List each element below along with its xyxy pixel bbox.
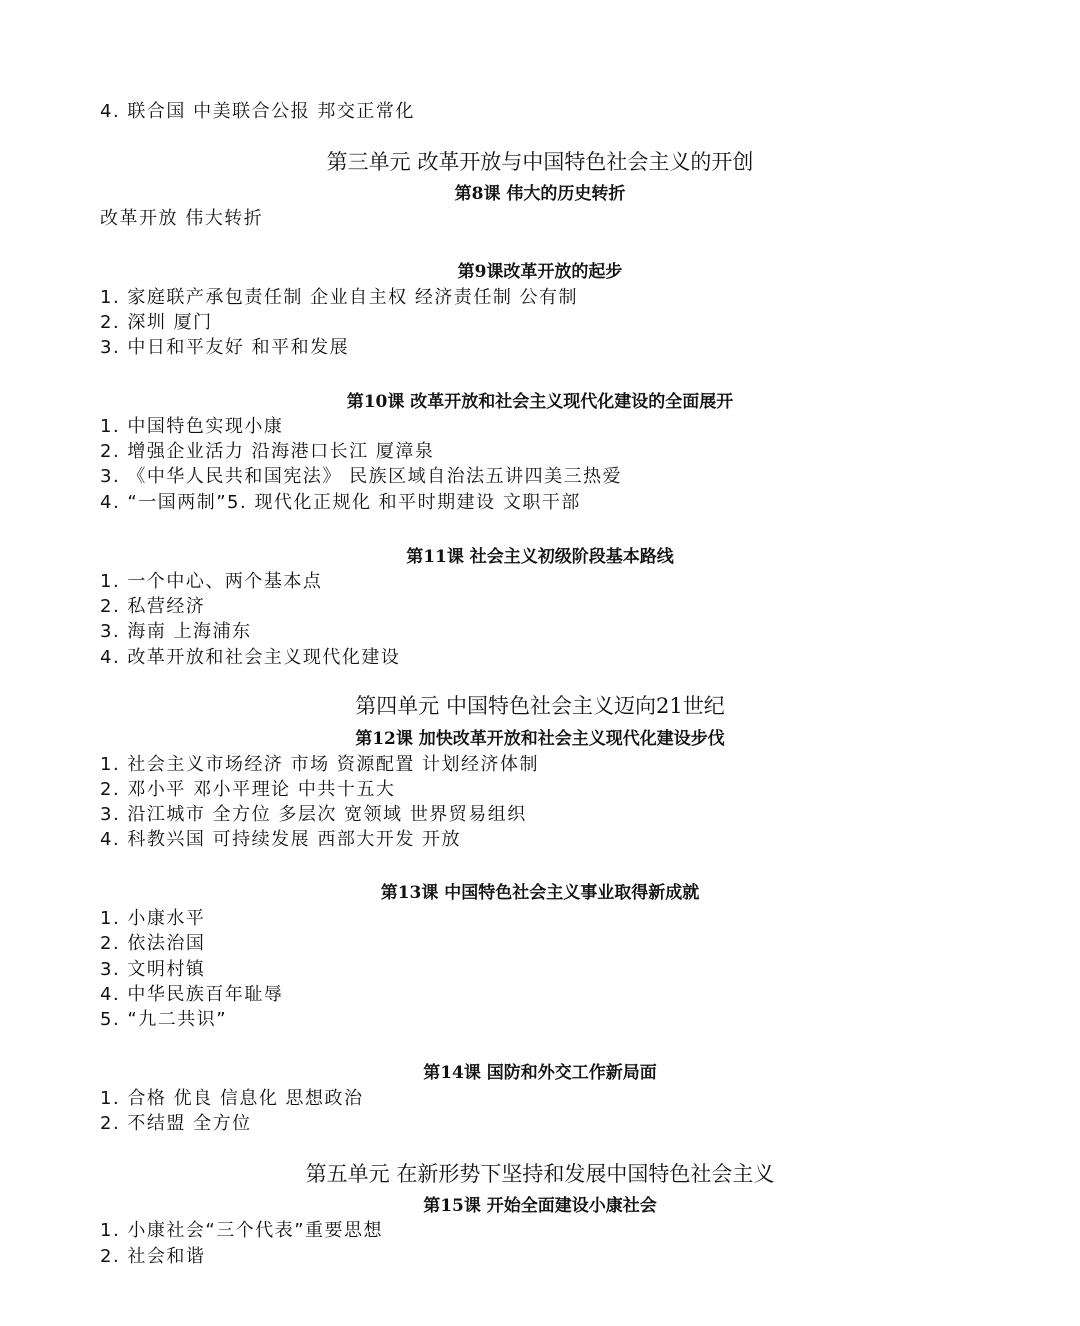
lesson-8-title: 第8课 伟大的历史转折 <box>454 184 626 204</box>
lesson-12-item: 3. 沿江城市 全方位 多层次 宽领域 世界贸易组织 <box>100 804 527 825</box>
lesson-12-item: 4. 科教兴国 可持续发展 西部大开发 开放 <box>100 829 462 850</box>
lesson-15-title: 第15课 开始全面建设小康社会 <box>423 1196 657 1216</box>
lesson-15-item: 2. 社会和谐 <box>100 1246 206 1267</box>
lesson-9-item: 3. 中日和平友好 和平和发展 <box>100 337 350 358</box>
lesson-10-item: 4. “一国两制”5. 现代化正规化 和平时期建设 文职干部 <box>100 492 581 513</box>
lesson-14-item: 1. 合格 优良 信息化 思想政治 <box>100 1088 364 1109</box>
lesson-13-item: 3. 文明村镇 <box>100 959 206 980</box>
lesson-10-item: 3. 《中华人民共和国宪法》 民族区域自治法五讲四美三热爱 <box>100 466 623 487</box>
lesson-13-item: 1. 小康水平 <box>100 908 206 929</box>
lesson-12-item: 1. 社会主义市场经济 市场 资源配置 计划经济体制 <box>100 754 540 775</box>
lesson-11-item: 3. 海南 上海浦东 <box>100 621 252 642</box>
unit-4-title: 第四单元 中国特色社会主义迈向21世纪 <box>355 694 725 718</box>
lesson-10-item: 1. 中国特色实现小康 <box>100 416 284 437</box>
lesson-11-item: 4. 改革开放和社会主义现代化建设 <box>100 647 401 668</box>
lesson-10-item: 2. 增强企业活力 沿海港口长江 厦漳泉 <box>100 441 435 462</box>
lesson-13-title: 第13课 中国特色社会主义事业取得新成就 <box>380 883 700 903</box>
lesson-14-item: 2. 不结盟 全方位 <box>100 1113 252 1134</box>
lesson-12-item: 2. 邓小平 邓小平理论 中共十五大 <box>100 779 396 800</box>
lesson-9-item: 2. 深圳 厦门 <box>100 312 213 333</box>
lesson-10-title: 第10课 改革开放和社会主义现代化建设的全面展开 <box>346 392 734 412</box>
lesson-13-item: 2. 依法治国 <box>100 933 206 954</box>
lesson-9-item: 1. 家庭联产承包责任制 企业自主权 经济责任制 公有制 <box>100 287 579 308</box>
lesson-14-title: 第14课 国防和外交工作新局面 <box>423 1063 657 1083</box>
unit-5-title: 第五单元 在新形势下坚持和发展中国特色社会主义 <box>305 1162 775 1186</box>
lesson-11-item: 1. 一个中心、两个基本点 <box>100 571 323 592</box>
lesson-11-title: 第11课 社会主义初级阶段基本路线 <box>406 547 674 567</box>
lesson-13-item: 5. “九二共识” <box>100 1009 228 1030</box>
lesson-13-item: 4. 中华民族百年耻辱 <box>100 984 284 1005</box>
lesson-12-title: 第12课 加快改革开放和社会主义现代化建设步伐 <box>355 729 725 749</box>
lesson-11-item: 2. 私营经济 <box>100 596 206 617</box>
top-answer-line: 4. 联合国 中美联合公报 邦交正常化 <box>100 101 415 122</box>
lesson-9-title: 第9课改革开放的起步 <box>457 262 623 282</box>
unit-3-title: 第三单元 改革开放与中国特色社会主义的开创 <box>326 150 754 174</box>
lesson-15-item: 1. 小康社会“三个代表”重要思想 <box>100 1220 384 1241</box>
lesson-8-item: 改革开放 伟大转折 <box>100 208 264 229</box>
